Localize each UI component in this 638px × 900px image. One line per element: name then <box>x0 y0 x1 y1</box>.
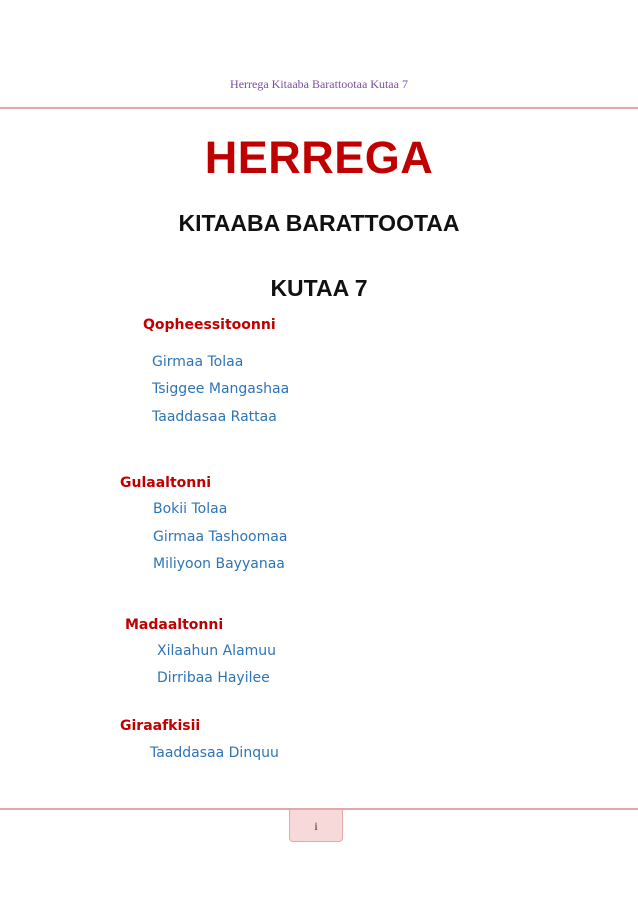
running-header: Herrega Kitaaba Barattootaa Kutaa 7 <box>230 77 408 91</box>
person-name: Girmaa Tolaa <box>152 354 244 370</box>
grade-label: KUTAA 7 <box>270 275 368 301</box>
person-name: Bokii Tolaa <box>153 501 228 517</box>
person-name: Taaddasaa Rattaa <box>152 409 277 425</box>
section-heading-gulaaltonni: Gulaaltonni <box>120 475 211 491</box>
book-title: HERREGA <box>204 132 434 183</box>
person-name: Dirribaa Hayilee <box>157 670 270 686</box>
person-name: Girmaa Tashoomaa <box>153 529 288 545</box>
person-name: Miliyoon Bayyanaa <box>153 556 285 572</box>
page-number: i <box>289 810 343 842</box>
section-heading-giraafkisii: Giraafkisii <box>120 718 201 734</box>
section-heading-madaaltonni: Madaaltonni <box>125 617 224 633</box>
person-name: Taaddasaa Dinquu <box>150 745 279 761</box>
person-name: Tsiggee Mangashaa <box>152 381 290 397</box>
header-divider <box>0 107 638 109</box>
person-name: Xilaahun Alamuu <box>157 643 277 659</box>
section-heading-qopheessitoonni: Qopheessitoonni <box>143 317 276 333</box>
book-subtitle: KITAABA BARATTOOTAA <box>178 210 460 236</box>
